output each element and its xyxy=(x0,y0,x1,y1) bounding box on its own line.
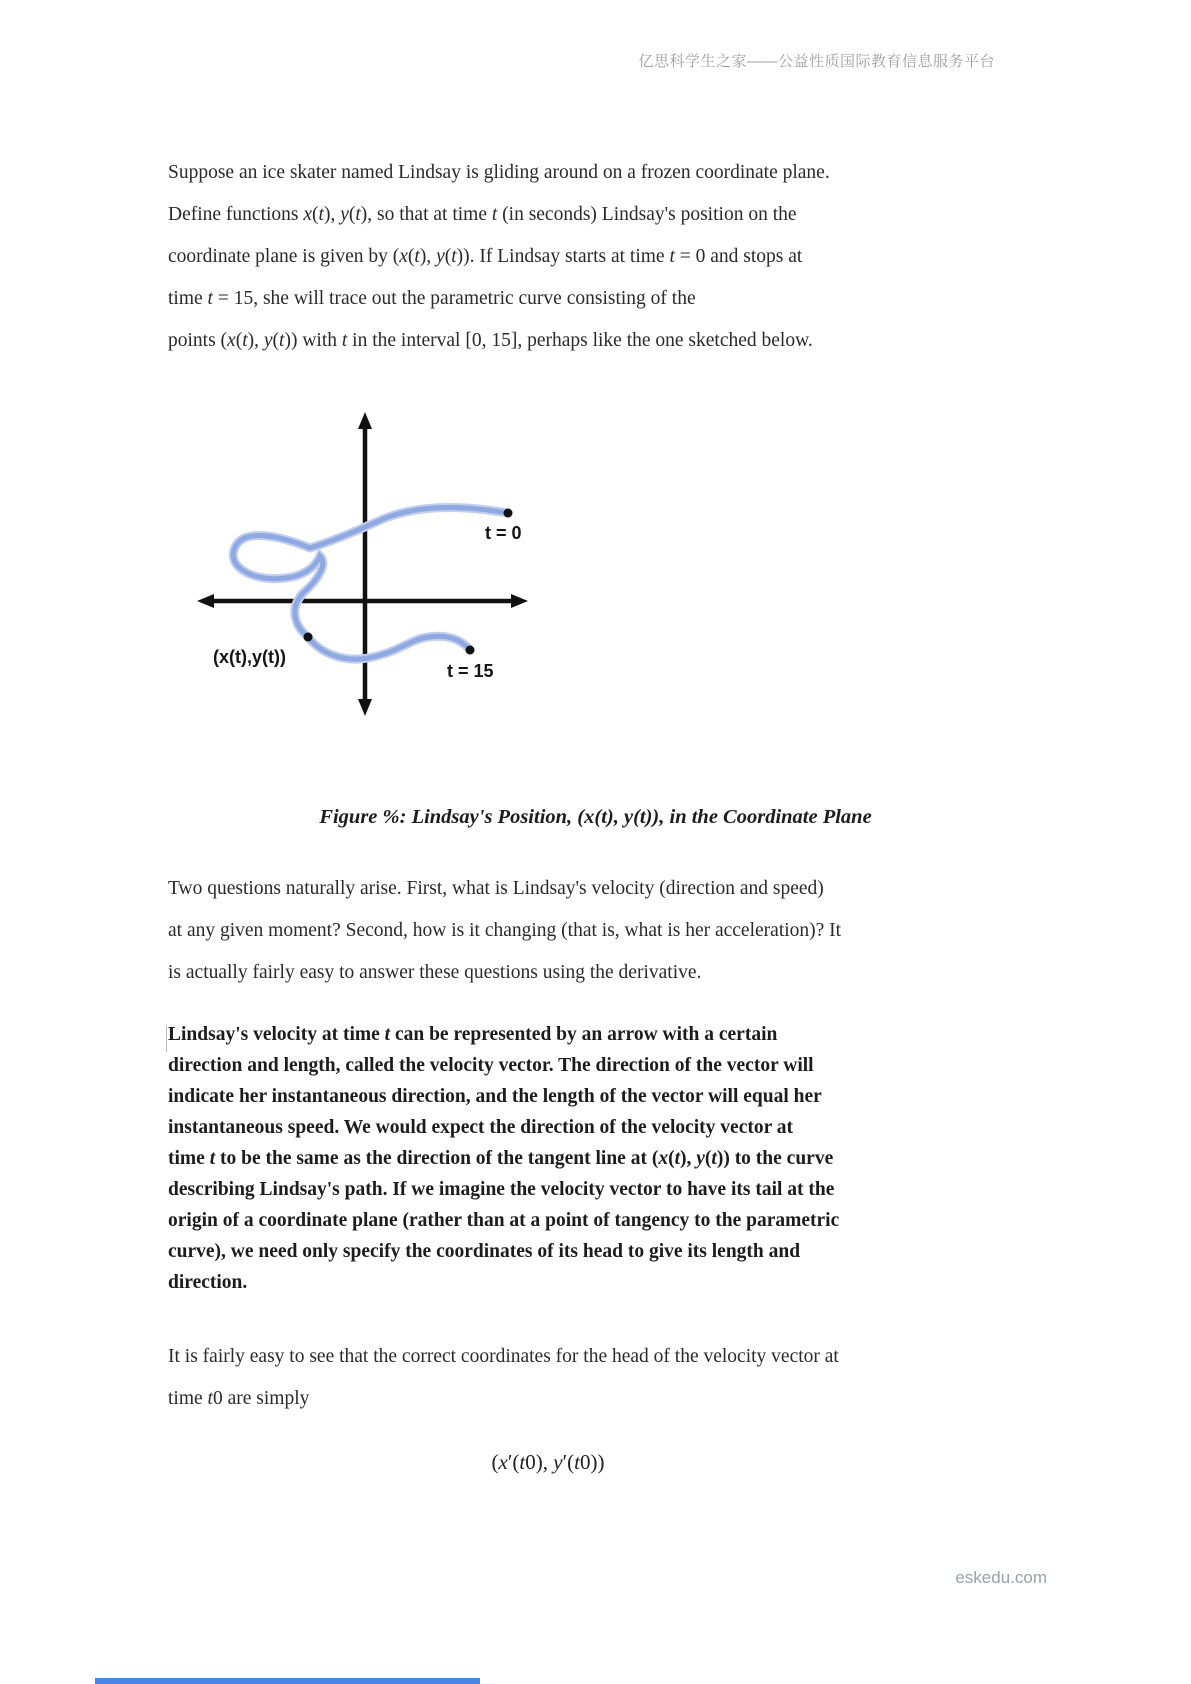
x-axis-left-arrowhead xyxy=(197,594,214,608)
bottom-blue-bar xyxy=(95,1678,480,1684)
text-line: Define functions x(t), y(t), so that at time t (in seconds) Lindsay's position on the xyxy=(168,204,797,225)
text-line: time t = 15, she will trace out the parametric curve consisting of the xyxy=(168,288,696,309)
point-t15-dot xyxy=(466,646,475,655)
text-line: time t0 are simply xyxy=(168,1388,310,1409)
label-t15: t = 15 xyxy=(447,661,494,681)
label-position-point: (x(t),y(t)) xyxy=(213,647,286,667)
text-line: points (x(t), y(t)) with t in the interval [0, 15], perhaps like the one sketched below. xyxy=(168,330,813,351)
parametric-curve-halo xyxy=(233,507,508,659)
text-line: describing Lindsay's path. If we imagine the velocity vector to have its tail at the xyxy=(168,1179,835,1200)
paragraph-head-coordinates xyxy=(168,1336,968,1420)
paragraph-velocity-bold xyxy=(168,1019,968,1298)
parametric-curve xyxy=(233,507,508,659)
point-xy-dot xyxy=(304,633,313,642)
text-line: Two questions naturally arise. First, what is Lindsay's velocity (direction and speed) xyxy=(168,878,824,899)
text-line: is actually fairly easy to answer these questions using the derivative. xyxy=(168,962,702,983)
label-t0: t = 0 xyxy=(485,523,522,543)
text-line: indicate her instantaneous direction, and the length of the vector will equal her xyxy=(168,1086,822,1107)
velocity-vector-formula: (x′(t0), y′(t0)) xyxy=(491,1450,605,1474)
text-line: origin of a coordinate plane (rather than at a point of tangency to the parametric xyxy=(168,1210,840,1231)
y-axis-up-arrowhead xyxy=(358,412,372,429)
text-line: time t to be the same as the direction of the tangent line at (x(t), y(t)) to the curve xyxy=(168,1148,834,1169)
point-t0-dot xyxy=(504,509,513,518)
y-axis-down-arrowhead xyxy=(358,699,372,716)
text-line: coordinate plane is given by (x(t), y(t)). If Lindsay starts at time t = 0 and stops at xyxy=(168,246,803,267)
text-line: Suppose an ice skater named Lindsay is gliding around on a frozen coordinate plane. xyxy=(168,162,830,183)
text-line: instantaneous speed. We would expect the direction of the velocity vector at xyxy=(168,1117,794,1138)
text-line: at any given moment? Second, how is it changing (that is, what is her acceleration)? It xyxy=(168,920,842,941)
figure-caption: Figure %: Lindsay's Position, (x(t), y(t)), in the Coordinate Plane xyxy=(319,806,872,828)
site-footer-text: eskedu.com xyxy=(955,1568,1047,1587)
text-line: curve), we need only specify the coordinates of its head to give its length and xyxy=(168,1241,801,1262)
text-line: direction and length, called the velocity vector. The direction of the vector will xyxy=(168,1055,814,1076)
text-line: direction. xyxy=(168,1272,248,1293)
paragraph-two-questions xyxy=(168,868,968,994)
parametric-curve-figure xyxy=(185,405,535,720)
text-line: Lindsay's velocity at time t can be represented by an arrow with a certain xyxy=(168,1024,778,1045)
text-cursor xyxy=(166,1026,167,1052)
x-axis-right-arrowhead xyxy=(511,594,528,608)
site-header-text: 亿思科学生之家——公益性质国际教育信息服务平台 xyxy=(638,53,995,70)
paragraph-intro xyxy=(168,152,968,362)
text-line: It is fairly easy to see that the correct coordinates for the head of the velocity vector at xyxy=(168,1346,839,1367)
coordinate-plane-plot xyxy=(185,405,535,720)
